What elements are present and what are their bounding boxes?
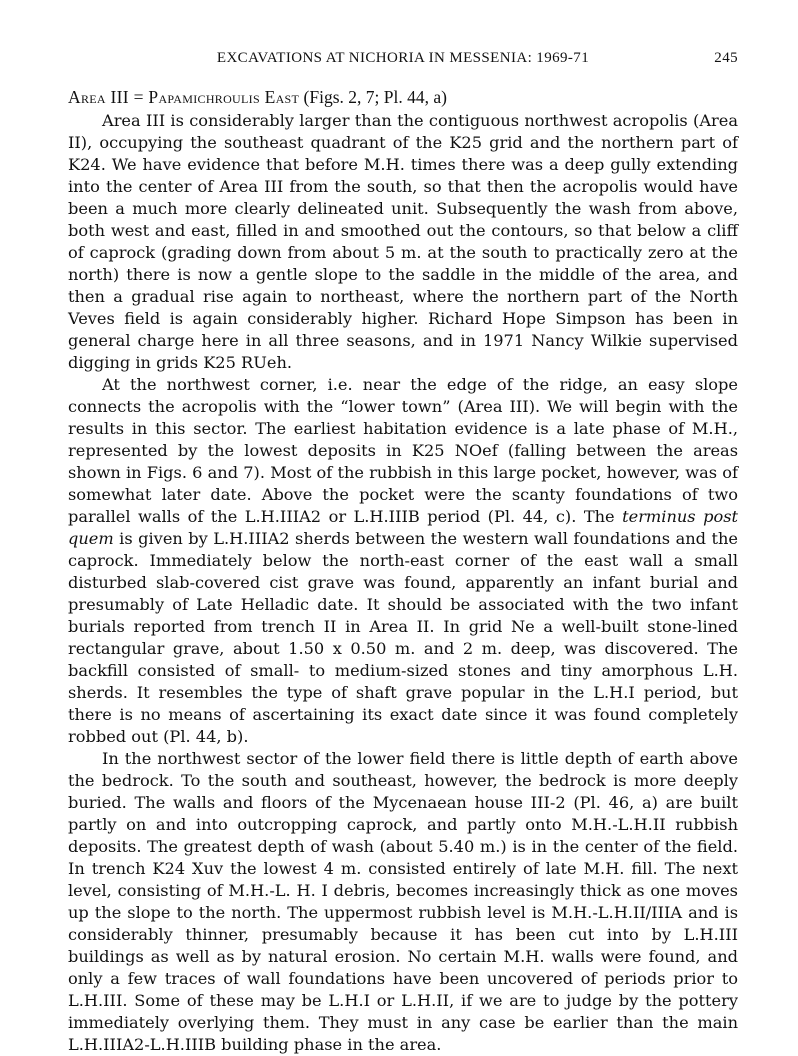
section-heading [68,86,738,108]
page [68,46,738,1056]
section-title: Area III = Papamichroulis East [68,87,300,107]
page-number: 245 [714,50,738,66]
paragraph-1: Area III is considerably larger than the contiguous northwest acropolis (Area II), occupying the southeast quadrant of the K25 grid and the northern part of K24. We have evidence that before M.H. times there was a deep gully extending into the center of Area III from the south, so that then the acropolis would have been a much more clearly delineated unit. Subsequently the wash from above, both west and east, filled in and smoothed out the contours, so that below a cliff of caprock (grading down from about 5 m. at the south to practically zero at the north) there is now a gentle slope to the saddle in the middle of the area, and then a gradual rise again to northeast, where the northern part of the North Veves field is again considerably higher. Richard Hope Simpson has been in general charge here in all three seasons, and in 1971 Nancy Wilkie supervised digging in grids K25 RUeh. [68,111,738,372]
paragraph-2 [68,374,738,748]
running-title: EXCAVATIONS AT NICHORIA IN MESSENIA: 1969-71 [216,50,590,66]
running-head [68,46,738,72]
paragraph-3: In the northwest sector of the lower field there is little depth of earth above the bedrock. To the south and southeast, however, the bedrock is more deeply buried. The walls and floors of the Mycenaean house III-2 (Pl. 46, a) are built partly on and into outcropping caprock, and partly onto M.H.-L.H.II rubbish deposits. The greatest depth of wash (about 5.40 m.) is in the center of the field. In trench K24 Xuv the lowest 4 m. consisted entirely of late M.H. fill. The next level, consisting of M.H.-L. H. I debris, becomes increasingly thick as one moves up the slope to the north. The uppermost rubbish level is M.H.-L.H.II/IIIA and is considerably thinner, presumably because it has been cut into by L.H.III buildings as well as by natural erosion. No certain M.H. walls were found, and only a few traces of wall foundations have been uncovered of periods prior to L.H.III. Some of these may be L.H.I or L.H.II, if we are to judge by the pottery immediately overlying them. They must in any case be earlier than the main L.H.IIIA2-L.H.IIIB building phase in the area. [68,749,738,1054]
paragraph-2-part-1: At the northwest corner, i.e. near the edge of the ridge, an easy slope connects the acropolis with the “lower town” (Area III). We will begin with the results in this sector. The earliest habitation evidence is a late phase of M.H., represented by the lowest deposits in K25 NOef (falling between the areas shown in Figs. 6 and 7). Most of the rubbish in this large pocket, however, was of somewhat later date. Above the pocket were the scanty foundations of two parallel walls of the L.H.IIIA2 or L.H.IIIB period (Pl. 44, c). The [68,375,738,526]
body-text [68,110,738,1056]
section-figure-references: (Figs. 2, 7; Pl. 44, a) [303,87,447,107]
terminus-post-quem-term: terminus post quem [68,507,739,548]
paragraph-2-part-2: is given by L.H.IIIA2 sherds between the western wall foundations and the caprock. Immediately below the north-east corner of the east wall a small disturbed slab-covered cist grave was found, apparently an infant burial and presumably of Late Helladic date. It should be associated with the two infant burials reported from trench II in Area II. In grid Ne a well-built stone-lined rectangular grave, about 1.50 x 0.50 m. and 2 m. deep, was discovered. The backfill consisted of small- to medium-sized stones and tiny amorphous L.H. sherds. It resembles the type of shaft grave popular in the L.H.I period, but there is no means of ascertaining its exact date since it was found completely robbed out (Pl. 44, b). [68,529,738,746]
